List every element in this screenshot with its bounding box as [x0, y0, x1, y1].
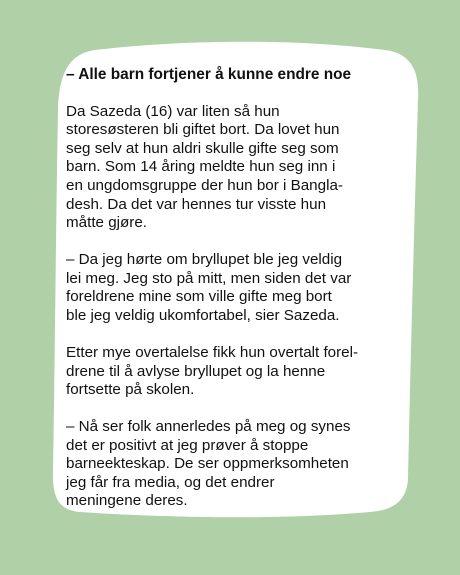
- text-line: storesøsteren bli giftet bort. Da lovet hun: [66, 121, 340, 139]
- text-line: ble jeg veldig ukomfortabel, sier Sazeda.: [66, 306, 340, 324]
- paragraph-4: [66, 418, 406, 511]
- text-line: – Da jeg hørte om bryllupet ble jeg veldig: [66, 251, 343, 269]
- text-line: måtte gjøre.: [66, 214, 148, 232]
- text-line: lei meg. Jeg sto på mitt, men siden det var: [66, 269, 352, 287]
- paragraph-2: [66, 251, 406, 325]
- text-line: drene til å avlyse bryllupet og la henne: [66, 362, 326, 380]
- text-line: fortsette på skolen.: [66, 381, 195, 399]
- text-line: jeg får fra media, og det endrer: [66, 473, 275, 491]
- paragraph-3: [66, 344, 406, 400]
- text-line: foreldrene mine som ville gifte meg bort: [66, 288, 332, 306]
- text-line: barneekteskap. De ser oppmerksomheten: [66, 455, 349, 473]
- paragraph-1: [66, 103, 406, 233]
- text-line: det er positivt at jeg prøver å stoppe: [66, 436, 309, 454]
- text-line: seg selv at hun aldri skulle gifte seg som: [66, 139, 339, 157]
- text-line: Da Sazeda (16) var liten så hun: [66, 102, 280, 120]
- text-line: meningene deres.: [66, 492, 188, 510]
- text-line: Etter mye overtalelse fikk hun overtalt forel-: [66, 343, 359, 361]
- text-line: barn. Som 14 åring meldte hun seg inn i: [66, 158, 336, 176]
- text-line: en ungdomsgruppe der hun bor i Bangla-: [66, 176, 343, 194]
- article-heading: – Alle barn fortjener å kunne endre noe: [66, 66, 352, 83]
- text-line: – Nå ser folk annerledes på meg og synes: [66, 418, 351, 436]
- text-line: desh. Da det var hennes tur visste hun: [66, 195, 327, 213]
- article-text: [66, 66, 406, 529]
